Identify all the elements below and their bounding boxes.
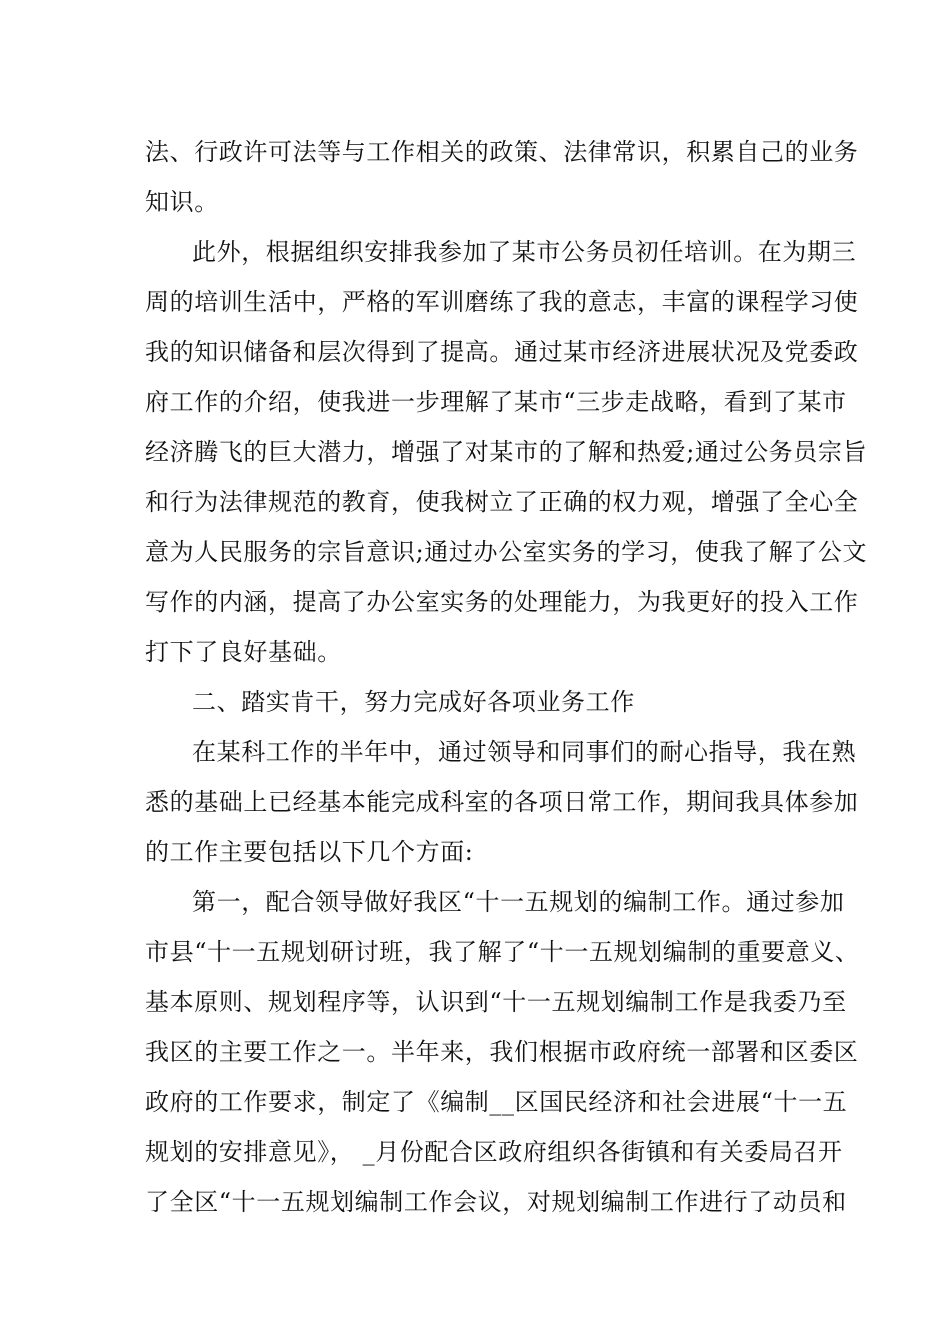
text-line: 写作的内涵，提高了办公室实务的处理能力，为我更好的投入工作 <box>145 588 859 616</box>
text-line: 政府的工作要求，制定了《编制__区国民经济和社会进展“十一五 <box>145 1088 848 1116</box>
text-line: 基本原则、规划程序等，认识到“十一五规划编制工作是我委乃至 <box>145 988 847 1016</box>
text-line: 周的培训生活中，严格的军训磨练了我的意志，丰富的课程学习使 <box>145 288 859 316</box>
text-line: 打下了良好基础。 <box>145 638 342 666</box>
paragraph-first-line: 此外，根据组织安排我参加了某市公务员初任培训。在为期三 <box>192 238 857 266</box>
text-line: 经济腾飞的巨大潜力，增强了对某市的了解和热爱;通过公务员宗旨 <box>145 438 868 466</box>
text-line: 了全区“十一五规划编制工作会议，对规划编制工作进行了动员和 <box>145 1188 847 1216</box>
text-line: 规划的安排意见》， _月份配合区政府组织各街镇和有关委局召开 <box>145 1138 843 1166</box>
text-line: 法、行政许可法等与工作相关的政策、法律常识，积累自己的业务 <box>145 138 859 166</box>
text-line: 的工作主要包括以下几个方面: <box>145 838 474 866</box>
text-line: 府工作的介绍，使我进一步理解了某市“三步走战略，看到了某市 <box>145 388 847 416</box>
text-line: 市县“十一五规划研讨班，我了解了“十一五规划编制的重要意义、 <box>145 938 860 966</box>
text-line: 我的知识储备和层次得到了提高。通过某市经济进展状况及党委政 <box>145 338 859 366</box>
text-line: 和行为法律规范的教育，使我树立了正确的权力观，增强了全心全 <box>145 488 859 516</box>
paragraph-first-line: 第一，配合领导做好我区“十一五规划的编制工作。通过参加 <box>192 888 845 916</box>
text-line: 意为人民服务的宗旨意识;通过办公室实务的学习，使我了解了公文 <box>145 538 868 566</box>
text-line: 悉的基础上已经基本能完成科室的各项日常工作，期间我具体参加 <box>145 788 859 816</box>
section-heading: 二、踏实肯干，努力完成好各项业务工作 <box>192 688 635 716</box>
text-line: 知识。 <box>145 188 219 216</box>
text-line: 我区的主要工作之一。半年来，我们根据市政府统一部署和区委区 <box>145 1038 859 1066</box>
paragraph-first-line: 在某科工作的半年中，通过领导和同事们的耐心指导，我在熟 <box>192 738 857 766</box>
